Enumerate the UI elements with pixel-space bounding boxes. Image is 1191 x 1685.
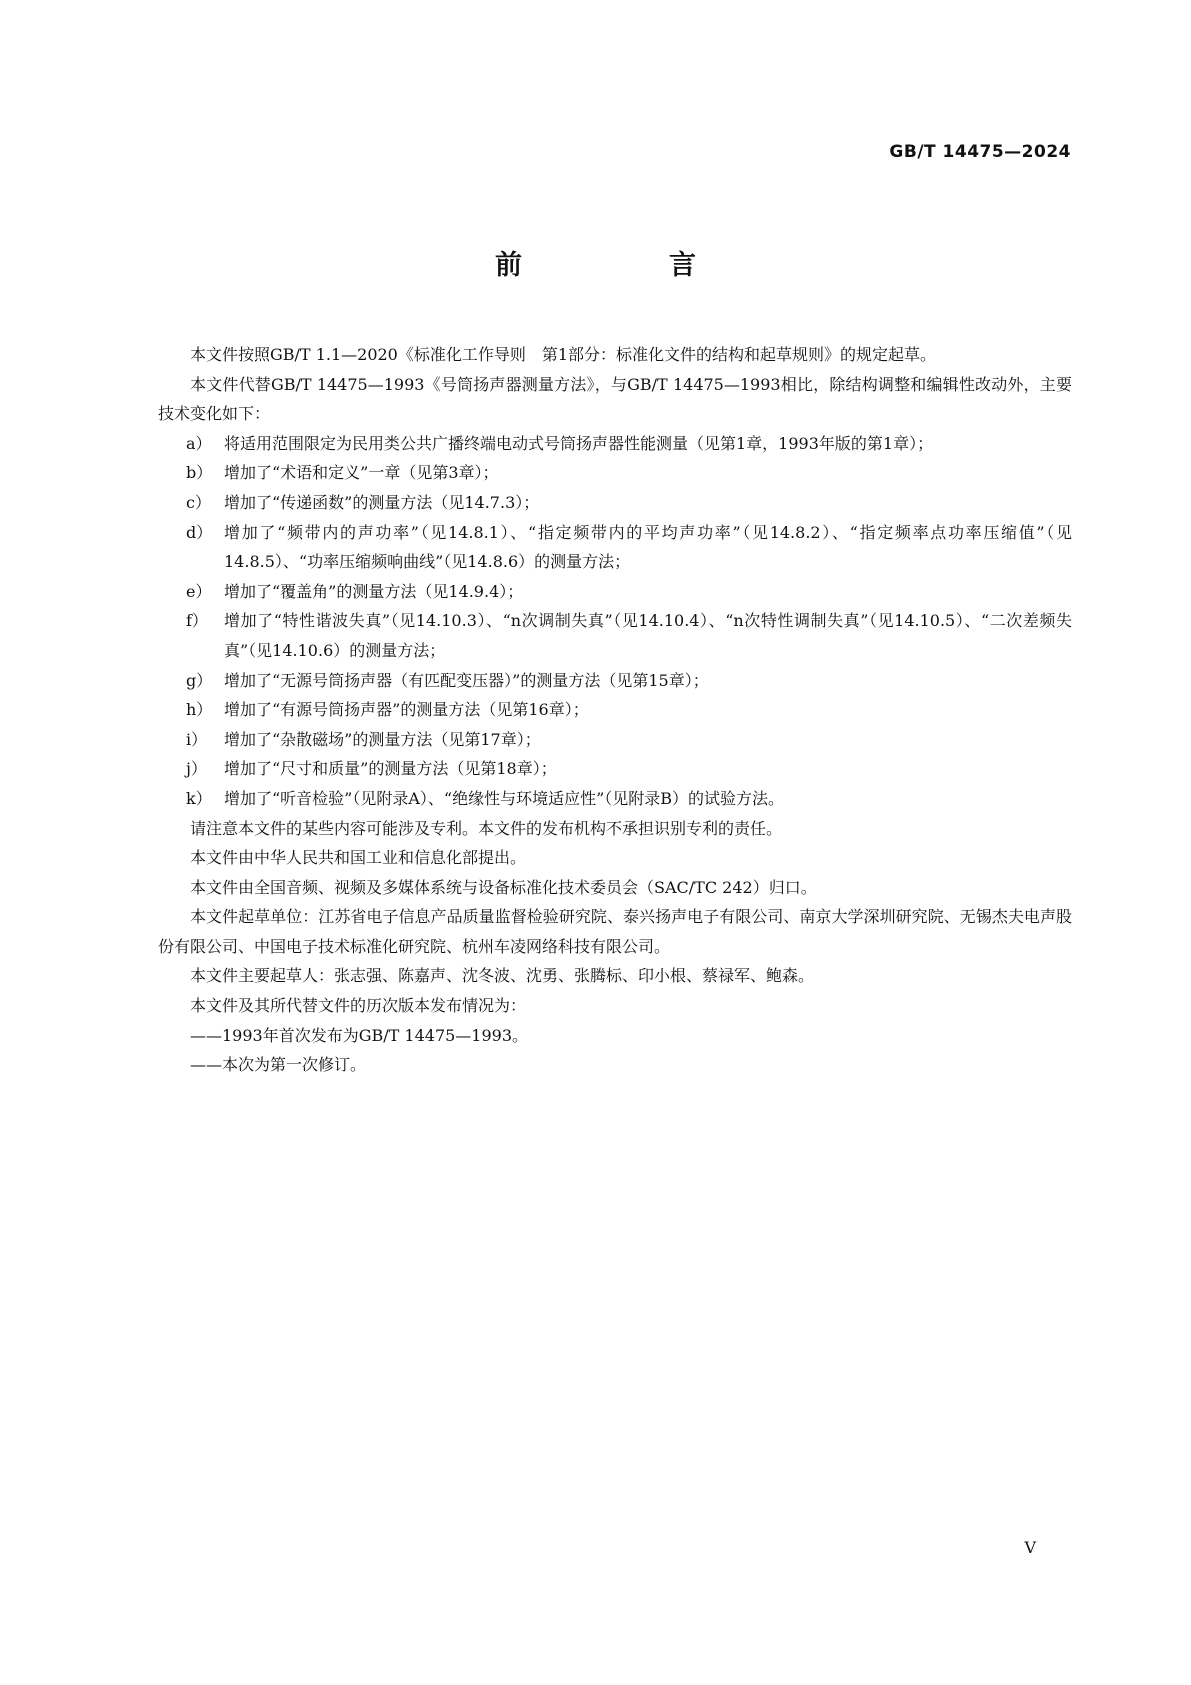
history-item: ——1993年首次发布为GB/T 14475—1993。: [190, 1025, 529, 1045]
foreword-body: [158, 340, 1072, 1080]
list-item: [158, 606, 1072, 665]
paragraph: 请注意本文件的某些内容可能涉及专利。本文件的发布机构不承担识别专利的责任。: [190, 818, 783, 838]
paragraph: 本文件主要起草人：张志强、陈嘉声、沈冬波、沈勇、张腾标、印小根、蔡禄军、鲍森。: [190, 966, 815, 986]
list-item-text: 增加了“无源号筒扬声器（有匹配变压器）”的测量方法（见第15章）；: [224, 670, 709, 690]
list-item-text: 增加了“听音检验”（见附录A）、“绝缘性与环境适应性”（见附录B）的试验方法。: [224, 788, 785, 808]
list-item-text: 增加了“覆盖角”的测量方法（见14.9.4）；: [224, 581, 524, 601]
list-item: [158, 754, 1072, 784]
list-item: [158, 518, 1072, 577]
list-item-marker: h）: [186, 700, 213, 720]
list-item-marker: b）: [186, 463, 213, 483]
list-item-marker: d）: [186, 522, 213, 542]
paragraph: 本文件按照GB/T 1.1—2020《标准化工作导则 第1部分：标准化文件的结构和起草规则》的规定起草。: [190, 345, 937, 364]
list-item-marker: c）: [186, 492, 211, 512]
paragraph: 本文件代替GB/T 14475—1993《号筒扬声器测量方法》，与GB/T 14475—1993相比，除结构调整和编辑性改动外，主要技术变化如下：: [158, 374, 1072, 424]
paragraph: 本文件及其所代替文件的历次版本发布情况为：: [190, 996, 527, 1016]
list-item-text: 增加了“传递函数”的测量方法（见14.7.3）；: [224, 492, 540, 512]
list-item: [158, 458, 1072, 488]
list-item-marker: a）: [186, 433, 212, 453]
list-item-text: 增加了“有源号筒扬声器”的测量方法（见第16章）；: [224, 700, 589, 720]
list-item: [158, 784, 1072, 814]
list-item: [158, 666, 1072, 696]
list-item-text: 增加了“特性谐波失真”（见14.10.3）、“n次调制失真”（见14.10.4）、“n次特性调制失真”（见14.10.5）、“二次差频失真”（见14.10.6）的测量方法；: [224, 611, 1072, 660]
list-item-text: 增加了“术语和定义”一章（见第3章）；: [224, 463, 499, 483]
list-item: [158, 695, 1072, 725]
list-item-marker: e）: [186, 581, 212, 601]
paragraph: 本文件起草单位：江苏省电子信息产品质量监督检验研究院、泰兴扬声电子有限公司、南京大学深圳研究院、无锡杰夫电声股份有限公司、中国电子技术标准化研究院、杭州车凌网络科技有限公司。: [158, 907, 1072, 956]
history-item: ——本次为第一次修订。: [190, 1055, 367, 1075]
list-item: [158, 429, 1072, 459]
list-item-marker: k）: [186, 788, 212, 808]
list-item: [158, 577, 1072, 607]
standard-number: GB/T 14475—2024: [889, 142, 1071, 162]
list-item-text: 增加了“频带内的声功率”（见14.8.1）、“指定频带内的平均声功率”（见14.8.2）、“指定频率点功率压缩值”（见14.8.5）、“功率压缩频响曲线”（见14.8.6）的测量方法；: [224, 522, 1072, 572]
page-title: 前 言: [495, 250, 756, 281]
list-item: [158, 488, 1072, 518]
list-item-marker: f）: [186, 611, 208, 631]
list-item-text: 将适用范围限定为民用类公共广播终端电动式号筒扬声器性能测量（见第1章，1993年版的第1章）；: [224, 433, 934, 453]
paragraph: 本文件由全国音频、视频及多媒体系统与设备标准化技术委员会（SAC/TC 242）归口。: [190, 877, 817, 897]
page-number: V: [1024, 1538, 1036, 1557]
list-item: [158, 725, 1072, 755]
list-item-text: 增加了“杂散磁场”的测量方法（见第17章）；: [224, 729, 541, 749]
paragraph: 本文件由中华人民共和国工业和信息化部提出。: [190, 848, 527, 868]
list-item-marker: j）: [186, 759, 207, 779]
list-item-marker: g）: [186, 670, 213, 690]
list-item-marker: i）: [186, 729, 208, 749]
list-item-text: 增加了“尺寸和质量”的测量方法（见第18章）；: [224, 759, 557, 779]
